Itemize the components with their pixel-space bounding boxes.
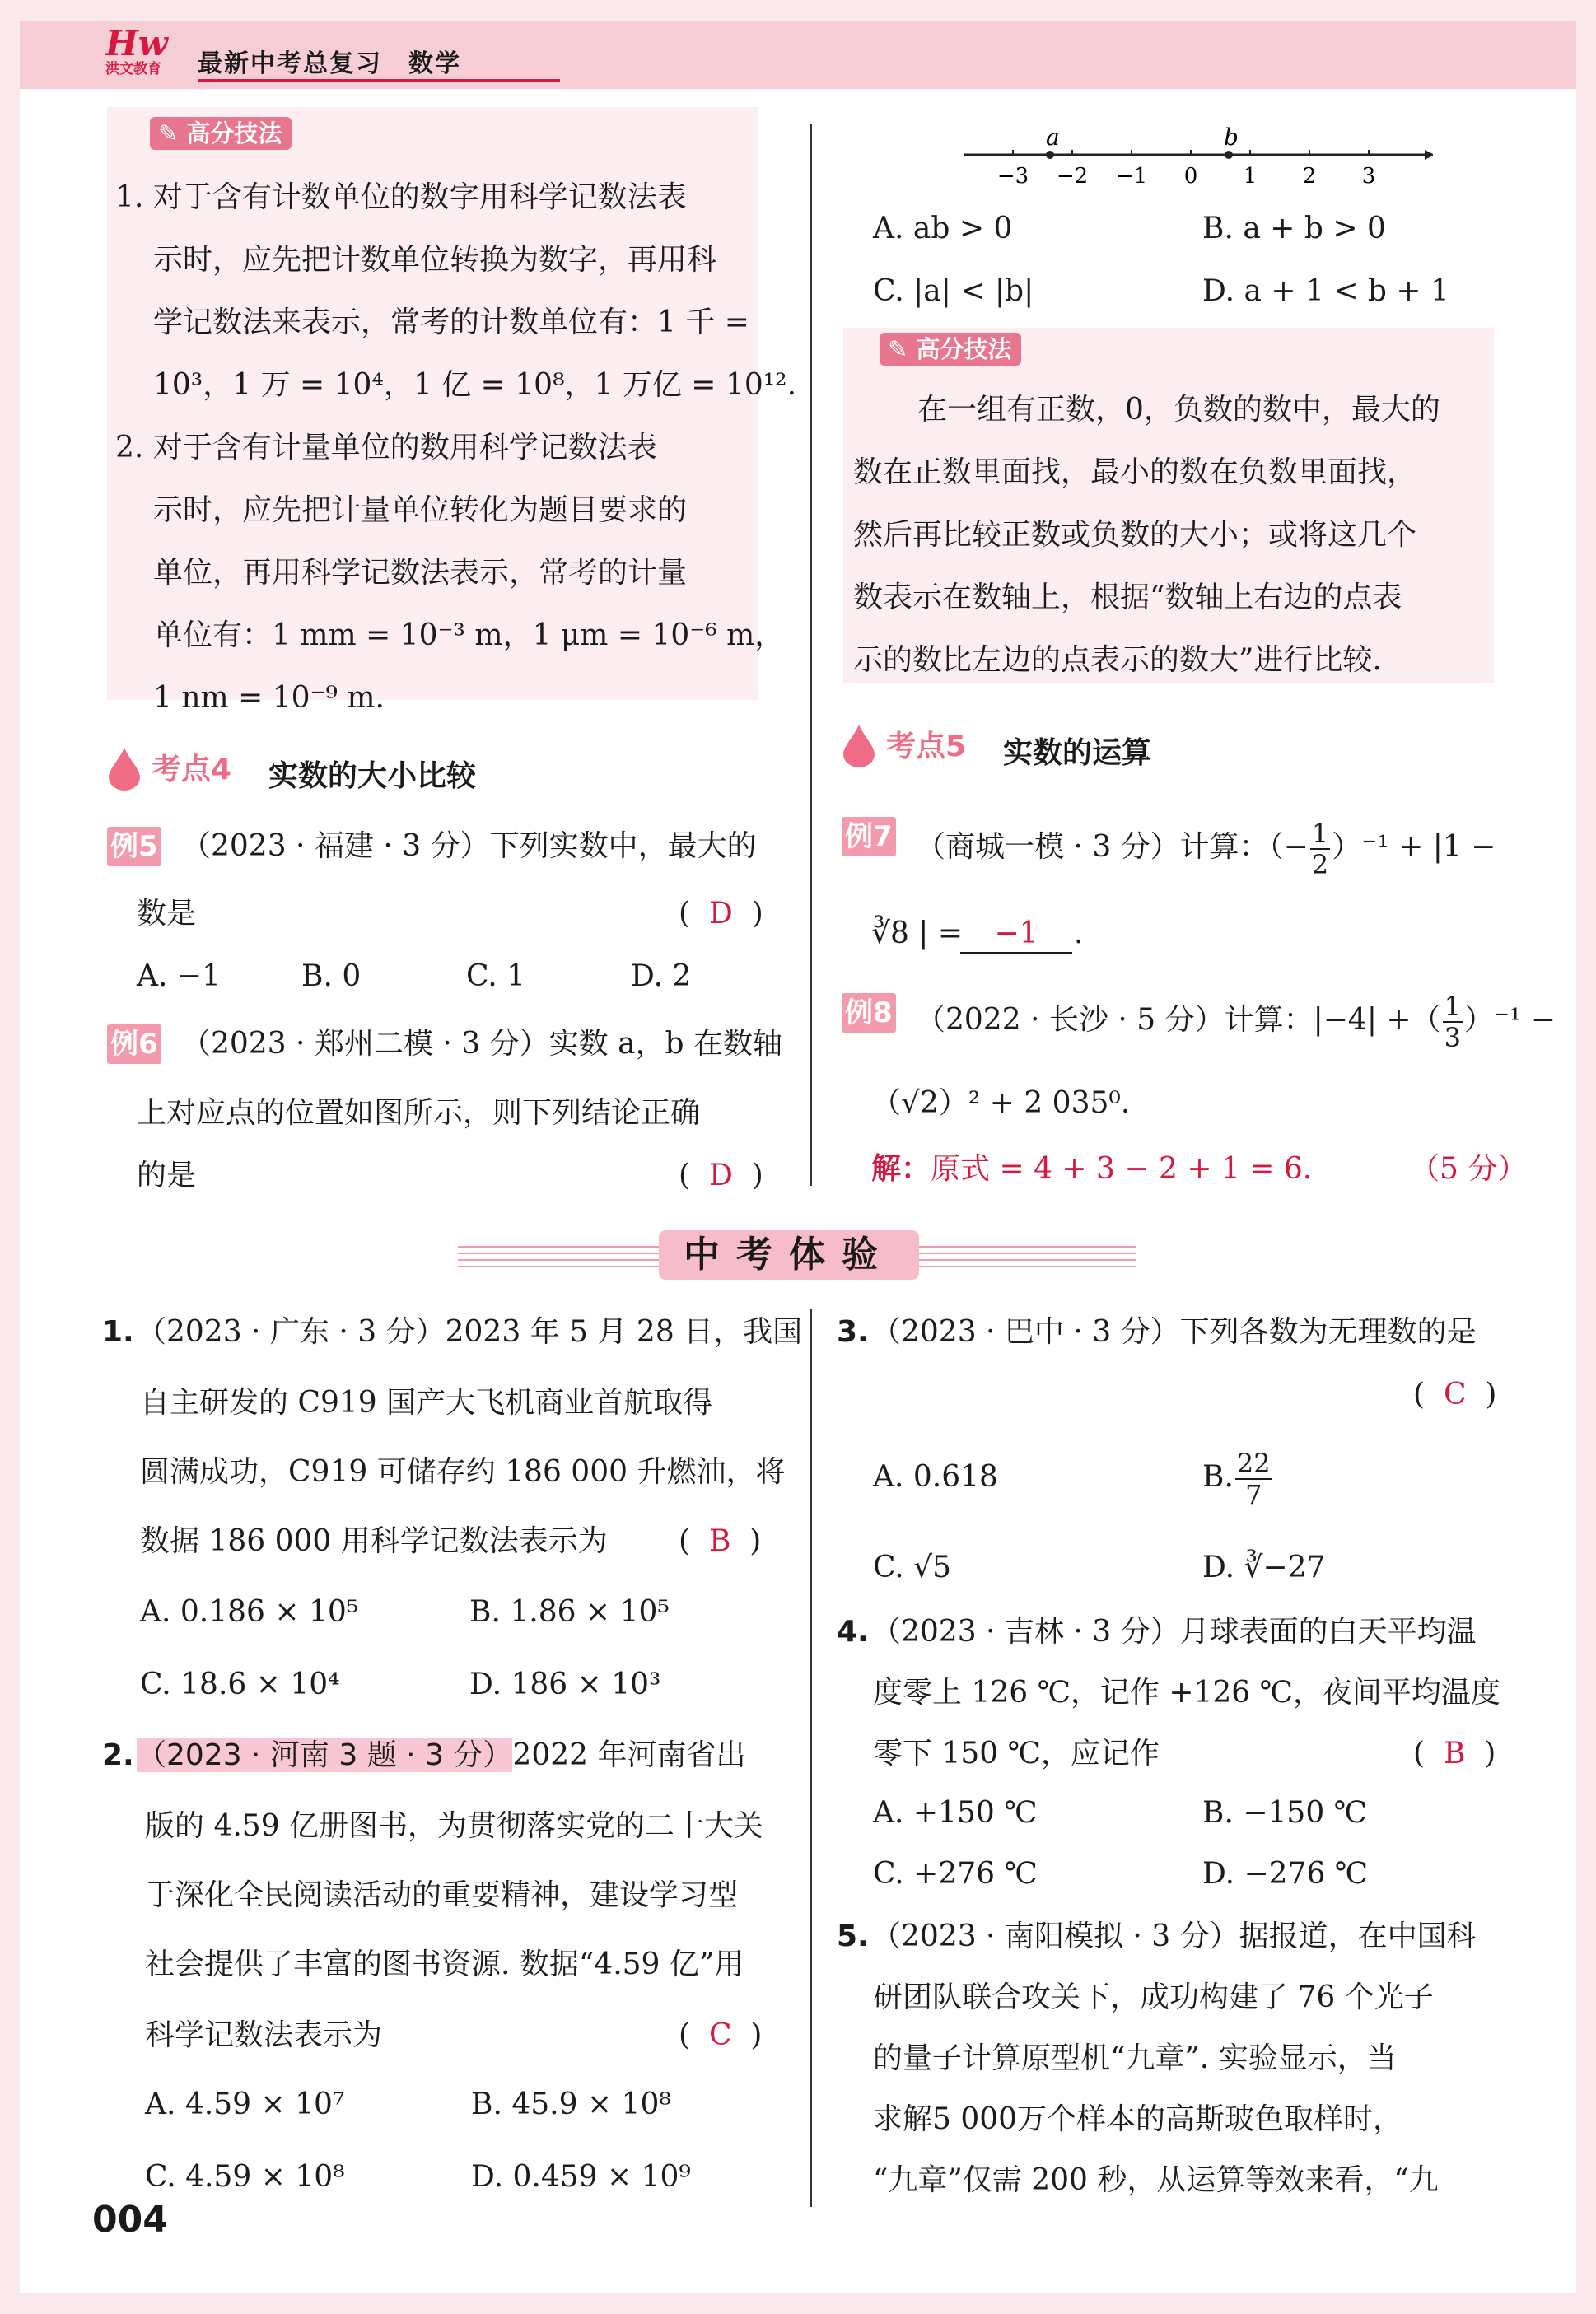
q3-frac-num: 22 <box>1236 1448 1271 1479</box>
q3-option: C. √5 <box>873 1551 951 1584</box>
q2-line1 <box>137 1738 745 1774</box>
q4-answer: B <box>1443 1737 1466 1770</box>
left-tip-line: 单位有：1 mm = 10⁻³ m，1 μm = 10⁻⁶ m， <box>153 618 785 652</box>
q5-line: 的量子计算原型机“九章”. 实验显示，当 <box>873 2041 1397 2075</box>
q1-line: （2023 · 广东 · 3 分）2023 年 5 月 28 日，我国 <box>137 1315 803 1349</box>
q3-option: A. 0.618 <box>873 1460 998 1494</box>
ex5-answer: D <box>708 897 733 931</box>
ex7-fraction <box>1310 820 1330 878</box>
q2-line: 版的 4.59 亿册图书，为贯彻落实党的二十大关 <box>145 1809 764 1843</box>
ex7-line1 <box>916 820 1496 878</box>
q1-line: 数据 186 000 用科学记数法表示为 <box>140 1524 608 1558</box>
ex8-solution <box>871 1151 1312 1187</box>
q3-option-b-label: B. <box>1202 1460 1234 1494</box>
right-tip-line: 示的数比左边的点表示的数大”进行比较. <box>853 643 1382 677</box>
page-number: 004 <box>92 2199 168 2241</box>
q5-number: 5. <box>837 1920 869 1953</box>
q2-number: 2. <box>102 1738 134 1772</box>
q4-option: C. +276 ℃ <box>873 1857 1038 1891</box>
q4-number: 4. <box>837 1615 869 1649</box>
logo-text: 洪文教育 <box>105 61 161 77</box>
ex5-line: 数是 <box>137 897 197 931</box>
q1-option: A. 0.186 × 10⁵ <box>140 1595 359 1629</box>
ex8-line1 <box>916 993 1556 1051</box>
q2-answer-paren: ( C ) <box>679 2018 763 2052</box>
number-line <box>955 124 1433 189</box>
tick-label: 0 <box>1183 164 1198 189</box>
left-tip-line: 学记数法来表示，常考的计数单位有：1 千 = <box>153 306 749 339</box>
header-underline <box>198 79 560 82</box>
axis-arrow <box>1425 150 1433 160</box>
point-b <box>1225 151 1233 159</box>
q1-option: D. 186 × 10³ <box>469 1668 661 1701</box>
ex6-option: A. ab > 0 <box>873 212 1013 245</box>
right-tip-line: 数表示在数轴上，根据“数轴上右边的点表 <box>853 581 1402 614</box>
left-tip-tag-label: 高分技法 <box>186 119 282 147</box>
point-a-label: a <box>1046 124 1060 151</box>
q5-line: （2023 · 南阳模拟 · 3 分）据报道，在中国科 <box>871 1920 1477 1953</box>
right-tip-line: 数在正数里面找，最小的数在负数里面找， <box>853 455 1417 489</box>
right-tip-tag-label: 高分技法 <box>916 335 1012 363</box>
q3-option-b <box>1202 1443 1274 1512</box>
q2-line: 于深化全民阅读活动的重要精神，建设学习型 <box>145 1878 739 1912</box>
q2-option: B. 45.9 × 10⁸ <box>471 2088 671 2121</box>
kaodian4-title: 实数的大小比较 <box>268 759 477 793</box>
ex6-line: 的是 <box>137 1159 197 1192</box>
ex7-line1-tail: ）⁻¹ + |1 − <box>1332 830 1496 864</box>
lightbulb-icon: ✎ <box>888 335 917 363</box>
ex5-option: C. 1 <box>466 959 526 993</box>
publisher-logo <box>105 23 193 84</box>
right-tip-box <box>843 328 1494 683</box>
ex5-label: 例5 <box>107 827 161 866</box>
ex7-answer-value: −1 <box>994 917 1038 950</box>
ex6-line: （2023 · 郑州二模 · 3 分）实数 a，b 在数轴 <box>181 1027 783 1061</box>
ex8-frac-den: 3 <box>1444 1022 1461 1053</box>
left-tip-line: 10³，1 万 = 10⁴，1 亿 = 10⁸，1 万亿 = 10¹². <box>153 368 797 402</box>
q1-answer: B <box>708 1524 731 1558</box>
q2-source: （2023 · 河南 3 题 · 3 分） <box>137 1738 513 1772</box>
left-tip-line: 单位，再用科学记数法表示，常考的计量 <box>153 556 688 590</box>
q4-line: （2023 · 吉林 · 3 分）月球表面的白天平均温 <box>871 1615 1477 1649</box>
ex6-answer-paren: ( D ) <box>679 1159 763 1192</box>
kaodian5-tag: 考点5 <box>886 730 967 763</box>
q4-answer-paren: ( B ) <box>1413 1737 1496 1770</box>
q4-option: D. −276 ℃ <box>1202 1857 1369 1891</box>
q5-line: 研团队联合攻关下，成功构建了 76 个光子 <box>873 1980 1434 2014</box>
ex6-answer: D <box>708 1159 733 1192</box>
section-title: 中考体验 <box>659 1230 919 1280</box>
ex6-option: C. |a| < |b| <box>873 274 1034 308</box>
q3-option: D. ∛−27 <box>1202 1551 1326 1584</box>
ex7-label: 例7 <box>842 817 896 856</box>
ex8-frac-num: 1 <box>1444 991 1461 1022</box>
q1-option: C. 18.6 × 10⁴ <box>140 1668 340 1701</box>
ex8-solution-text: 原式 = 4 + 3 − 2 + 1 = 6. <box>931 1152 1313 1186</box>
left-tip-line: 1. 对于含有计数单位的数字用科学记数法表 <box>115 180 687 214</box>
q2-line: 社会提供了丰富的图书资源. 数据“4.59 亿”用 <box>145 1948 744 1981</box>
ex7-period: . <box>1074 917 1084 950</box>
ex8-line2: （√2）² + 2 035⁰. <box>871 1086 1131 1120</box>
column-divider-top <box>810 124 812 1186</box>
ex7-frac-den: 2 <box>1311 849 1329 880</box>
ex8-score: （5 分） <box>1410 1152 1528 1186</box>
q3-number: 3. <box>837 1315 869 1349</box>
q1-line: 圆满成功，C919 可储存约 186 000 升燃油，将 <box>140 1455 786 1489</box>
ex8-label: 例8 <box>842 993 896 1033</box>
ex6-line: 上对应点的位置如图所示，则下列结论正确 <box>137 1096 701 1130</box>
ex5-line: （2023 · 福建 · 3 分）下列实数中，最大的 <box>181 829 757 863</box>
ex5-answer-paren: ( D ) <box>679 897 763 931</box>
q2-option: D. 0.459 × 10⁹ <box>471 2160 691 2194</box>
left-tip-line: 1 nm = 10⁻⁹ m. <box>153 681 385 715</box>
tick-label: −1 <box>1115 164 1148 189</box>
q1-option: B. 1.86 × 10⁵ <box>469 1595 670 1629</box>
q4-line: 零下 150 ℃，应记作 <box>873 1737 1160 1770</box>
ex5-option: B. 0 <box>301 959 362 993</box>
q5-line: 求解5 000万个样本的高斯玻色取样时， <box>873 2102 1403 2136</box>
ex5-option: D. 2 <box>631 959 692 993</box>
q3-fraction <box>1235 1450 1272 1508</box>
q4-option: B. −150 ℃ <box>1202 1796 1367 1830</box>
droplet-icon <box>840 723 878 767</box>
q3-line: （2023 · 巴中 · 3 分）下列各数为无理数的是 <box>871 1315 1477 1349</box>
column-divider-bottom <box>810 1309 812 2207</box>
ex8-solution-label: 解： <box>871 1152 931 1186</box>
q5-line: “九章”仅需 200 秒，从运算等效来看，“九 <box>873 2163 1439 2197</box>
right-tip-line: 然后再比较正数或负数的大小；或将这几个 <box>853 518 1417 552</box>
ex8-line1-tail: ）⁻¹ − <box>1463 1003 1556 1037</box>
left-tip-line: 示时，应先把计量单位转化为题目要求的 <box>153 493 688 527</box>
ex8-fraction <box>1443 993 1463 1051</box>
q2-line: 科学记数法表示为 <box>145 2018 383 2052</box>
ex8-line1-head: （2022 · 长沙 · 5 分）计算：|−4| +（ <box>916 1003 1441 1037</box>
tick-label: 2 <box>1302 164 1317 189</box>
left-tip-line: 2. 对于含有计量单位的数用科学记数法表 <box>115 431 657 464</box>
q3-answer-paren: ( C ) <box>1413 1378 1497 1411</box>
ex7-line1-head: （商城一模 · 3 分）计算：（− <box>916 830 1309 864</box>
tick-label: −2 <box>1056 164 1089 189</box>
q2-option: A. 4.59 × 10⁷ <box>145 2088 345 2121</box>
tick-label: 1 <box>1243 164 1258 189</box>
tick-label: 3 <box>1361 164 1376 189</box>
droplet-icon <box>105 746 143 791</box>
ex6-option: B. a + b > 0 <box>1202 212 1386 245</box>
ex6-label: 例6 <box>107 1024 161 1064</box>
point-a <box>1046 151 1054 159</box>
q2-line: 2022 年河南省出 <box>512 1738 746 1772</box>
q1-answer-paren: ( B ) <box>679 1524 762 1558</box>
q1-number: 1. <box>102 1315 134 1349</box>
kaodian5-title: 实数的运算 <box>1003 736 1152 770</box>
ex7-answer <box>960 916 1072 954</box>
ex5-option: A. −1 <box>137 959 221 993</box>
right-tip-line: 在一组有正数，0，负数的数中，最大的 <box>917 393 1440 427</box>
right-tip-tag <box>880 333 1021 366</box>
q2-answer: C <box>708 2018 732 2052</box>
ex7-frac-num: 1 <box>1311 818 1329 849</box>
logo-mark: Hw <box>105 23 168 63</box>
q2-option: C. 4.59 × 10⁸ <box>145 2160 345 2194</box>
left-tip-line: 示时，应先把计数单位转换为数字，再用科 <box>153 243 717 277</box>
q3-frac-den: 7 <box>1245 1479 1262 1510</box>
q1-line: 自主研发的 C919 国产大飞机商业首航取得 <box>140 1386 713 1420</box>
header-title: 最新中考总复习 数学 <box>198 49 461 78</box>
lightbulb-icon: ✎ <box>158 119 187 147</box>
q4-line: 度零上 126 ℃，记作 +126 ℃，夜间平均温度 <box>873 1676 1500 1710</box>
left-tip-tag <box>150 117 292 150</box>
ex6-option: D. a + 1 < b + 1 <box>1202 274 1449 308</box>
point-b-label: b <box>1224 124 1239 151</box>
ex7-line2: ∛8 | = <box>871 917 964 950</box>
q4-option: A. +150 ℃ <box>873 1796 1038 1830</box>
kaodian4-tag: 考点4 <box>152 753 232 786</box>
tick-label: −3 <box>996 164 1029 189</box>
q3-answer: C <box>1443 1378 1467 1411</box>
